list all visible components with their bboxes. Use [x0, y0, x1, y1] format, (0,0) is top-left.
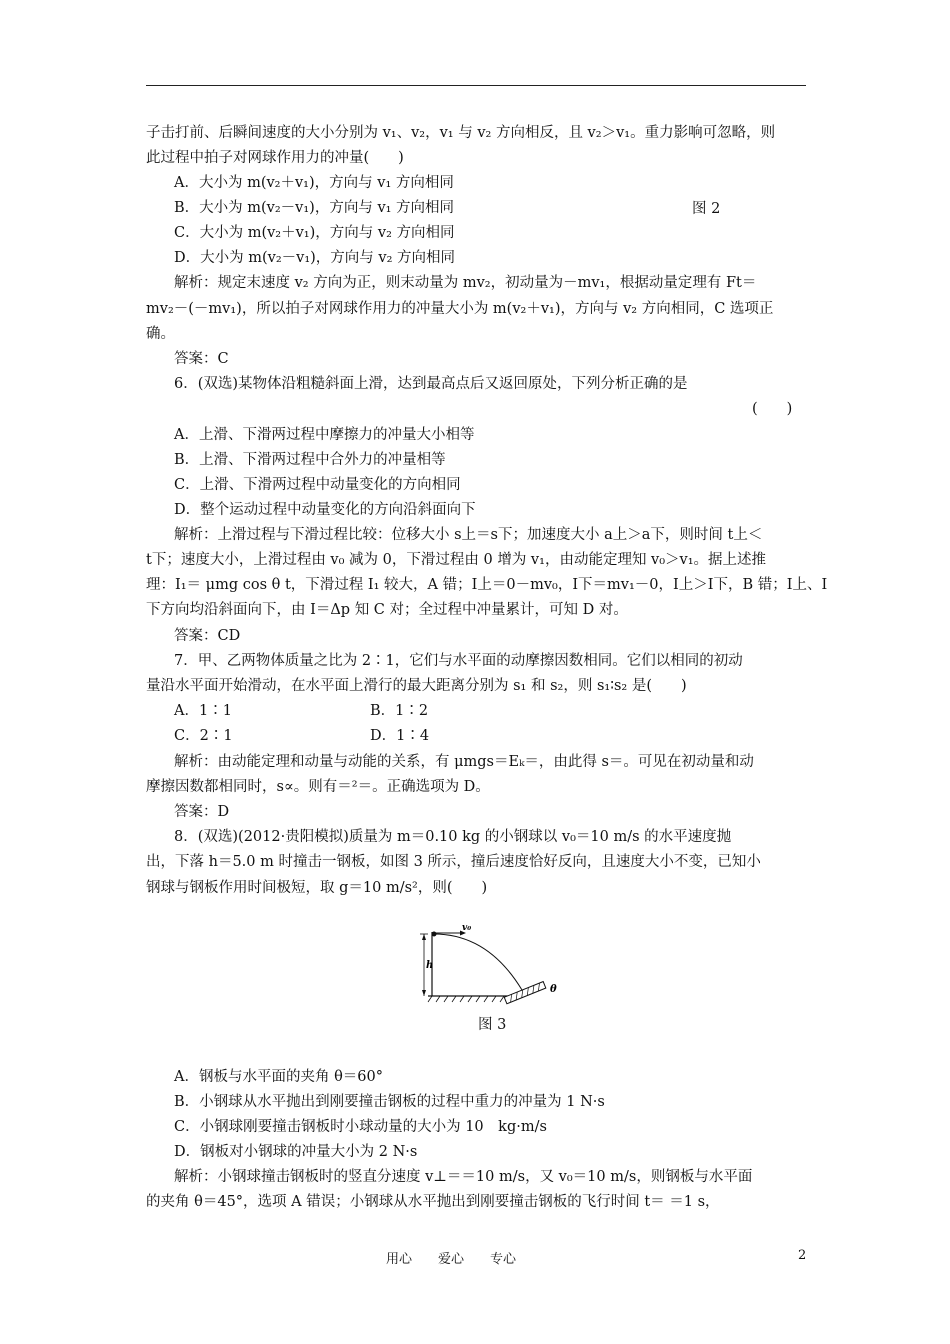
h-label: h	[426, 960, 434, 971]
question-line: 7．甲、乙两物体质量之比为 2∶1，它们与水平面的动摩擦因数相同。它们以相同的初动	[174, 653, 743, 669]
option-line: C．小钢球刚要撞击钢板时小球动量的大小为 10 kg·m/s	[174, 1119, 547, 1135]
option-line: C．大小为 m(v₂＋v₁)，方向与 v₂ 方向相同	[174, 225, 455, 241]
analysis-line: 的夹角 θ＝45°，选项 A 错误；小钢球从水平抛出到刚要撞击钢板的飞行时间 t＝ ＝1 s，	[146, 1194, 720, 1210]
analysis-line: mv₂－(－mv₁)，所以拍子对网球作用力的冲量大小为 m(v₂＋v₁)，方向与 v₂ 方向相同，C 选项正	[146, 301, 774, 317]
figure-3-label: 图 3	[478, 1017, 507, 1033]
page-number: 2	[798, 1248, 807, 1263]
question-line: 出，下落 h＝5.0 m 时撞击一钢板，如图 3 所示，撞后速度恰好反向，且速度大小不变，已知小	[146, 854, 761, 870]
question-line: 钢球与钢板作用时间极短，取 g＝10 m/s²，则( )	[146, 880, 488, 896]
option-line: A．钢板与水平面的夹角 θ＝60°	[174, 1069, 384, 1085]
analysis-line: 摩擦因数都相同时，s∝。则有＝²＝。正确选项为 D。	[146, 779, 490, 795]
option-line: B．小钢球从水平抛出到刚要撞击钢板的过程中重力的冲量为 1 N·s	[174, 1094, 605, 1110]
answer-line: 答案：CD	[174, 628, 241, 644]
option-line: D．1∶4	[370, 728, 430, 744]
analysis-line: 解析：上滑过程与下滑过程比较：位移大小 s上＝s下；加速度大小 a上＞a下，则时间 t上＜	[174, 527, 763, 543]
theta-label: θ	[550, 984, 557, 995]
v0-label: v₀	[462, 923, 472, 933]
text-line: 此过程中拍子对网球作用力的冲量( )	[146, 150, 404, 166]
analysis-line: 确。	[146, 326, 175, 342]
analysis-line: 下方向均沿斜面向下，由 I＝Δp 知 C 对；全过程中冲量累计，可知 D 对。	[146, 602, 628, 618]
footer-motto: 用心 爱心 专心	[386, 1252, 517, 1267]
analysis-line: 解析：规定末速度 v₂ 方向为正，则末动量为 mv₂，初动量为－mv₁，根据动量定理有 Ft＝	[174, 275, 757, 291]
option-line: C．2∶1	[174, 728, 233, 744]
figure-3-diagram	[418, 920, 568, 1010]
option-line: A．大小为 m(v₂＋v₁)，方向与 v₁ 方向相同	[174, 175, 454, 191]
question-line: 量沿水平面开始滑动，在水平面上滑行的最大距离分别为 s₁ 和 s₂，则 s₁∶s₂ 是( )	[146, 678, 687, 694]
option-line: C．上滑、下滑两过程中动量变化的方向相同	[174, 477, 461, 493]
option-line: B．大小为 m(v₂－v₁)，方向与 v₁ 方向相同	[174, 200, 455, 216]
option-line: B．1∶2	[370, 703, 429, 719]
answer-paren: ( )	[752, 401, 793, 417]
analysis-line: t下；速度大小，上滑过程由 v₀ 减为 0，下滑过程由 0 增为 v₁，由动能定理知 v₀＞v₁。据上述推	[146, 552, 767, 568]
option-line: A．上滑、下滑两过程中摩擦力的冲量大小相等	[174, 427, 475, 443]
option-line: D．钢板对小钢球的冲量大小为 2 N·s	[174, 1144, 418, 1160]
text-line: 子击打前、后瞬间速度的大小分别为 v₁、v₂，v₁ 与 v₂ 方向相反，且 v₂＞v₁。重力影响可忽略，则	[146, 125, 776, 141]
analysis-line: 理：I₁＝ μmg cos θ t，下滑过程 I₁ 较大，A 错；I上＝0－mv₀，I下＝mv₁－0，I上＞I下，B 错；I上、I	[146, 577, 828, 593]
option-line: A．1∶1	[174, 703, 232, 719]
analysis-line: 解析：由动能定理和动量与动能的关系，有 μmgs＝Eₖ＝，由此得 s＝。可见在初动量和动	[174, 754, 754, 770]
option-line: D．整个运动过程中动量变化的方向沿斜面向下	[174, 502, 476, 518]
answer-line: 答案：C	[174, 351, 229, 367]
figure-2-label: 图 2	[692, 201, 721, 217]
question-line: 6．(双选)某物体沿粗糙斜面上滑，达到最高点后又返回原处，下列分析正确的是	[174, 376, 688, 392]
question-line: 8．(双选)(2012·贵阳模拟)质量为 m＝0.10 kg 的小钢球以 v₀＝10 m/s 的水平速度抛	[174, 829, 732, 845]
header-rule	[146, 85, 806, 86]
analysis-line: 解析：小钢球撞击钢板时的竖直分速度 v⊥＝＝10 m/s，又 v₀＝10 m/s，则钢板与水平面	[174, 1169, 753, 1185]
answer-line: 答案：D	[174, 804, 230, 820]
option-line: B．上滑、下滑两过程中合外力的冲量相等	[174, 452, 446, 468]
option-line: D．大小为 m(v₂－v₁)，方向与 v₂ 方向相同	[174, 250, 456, 266]
